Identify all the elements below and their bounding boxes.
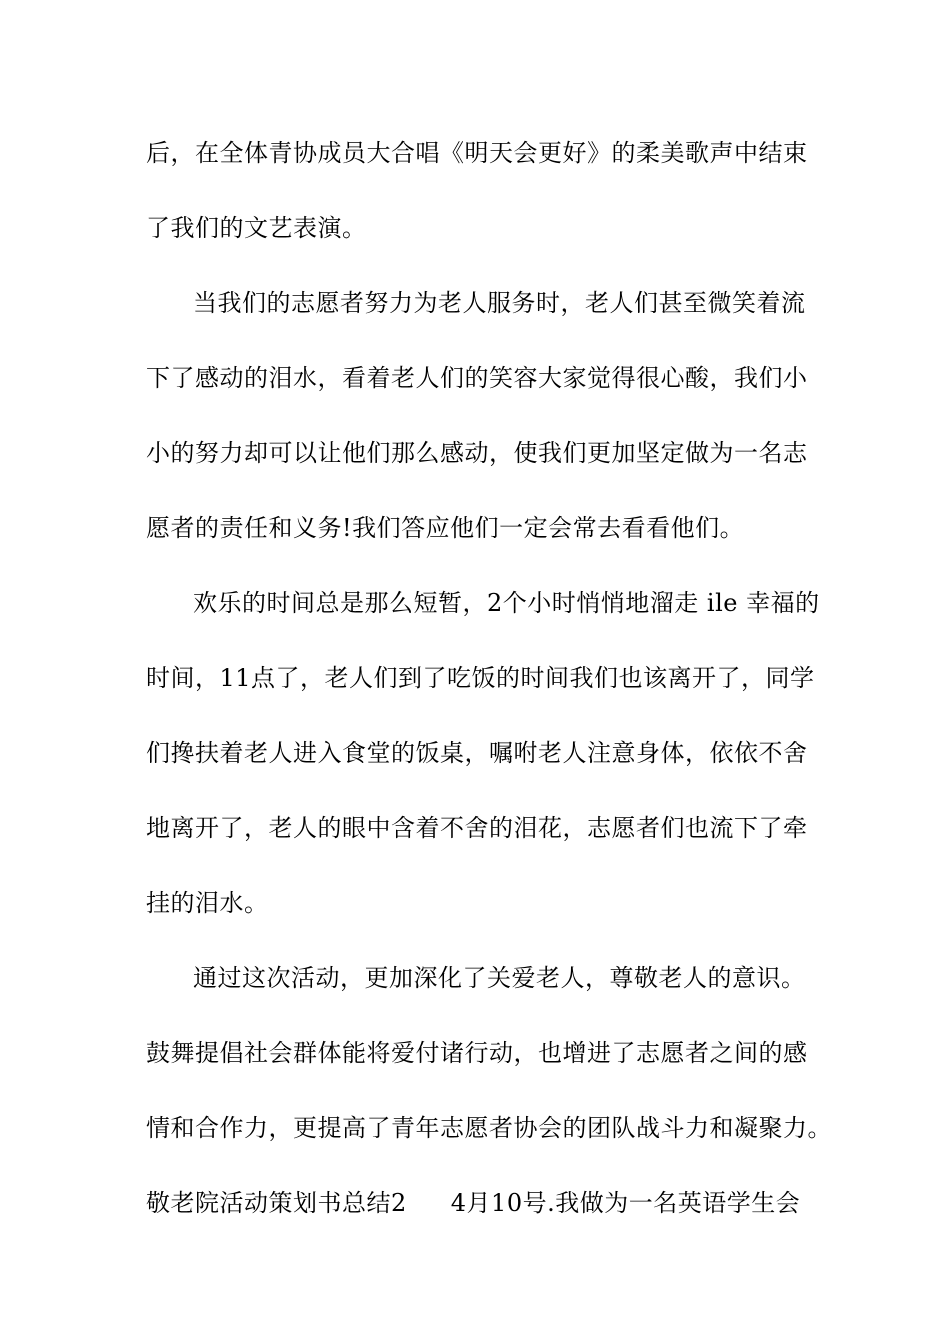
section-heading-line xyxy=(146,1183,826,1223)
paragraph-start-line: 当我们的志愿者努力为老人服务时，老人们甚至微笑着流 xyxy=(193,289,806,317)
text-line: 愿者的责任和义务!我们答应他们一定会常去看看他们。 xyxy=(146,514,745,542)
text-line: 情和合作力，更提高了青年志愿者协会的团队战斗力和凝聚力。 xyxy=(146,1114,832,1142)
text-line: 时间，11点了，老人们到了吃饭的时间我们也该离开了，同学 xyxy=(146,664,815,692)
text-line: 下了感动的泪水，看着老人们的笑容大家觉得很心酸，我们小 xyxy=(146,364,808,392)
paragraph-start-line: 通过这次活动，更加深化了关爱老人，尊敬老人的意识。 xyxy=(193,964,806,992)
text-line: 了我们的文艺表演。 xyxy=(146,214,367,242)
text-line: 们搀扶着老人进入食堂的饭桌，嘱咐老人注意身体，依依不舍 xyxy=(146,739,808,767)
text-line: 地离开了，老人的眼中含着不舍的泪花，志愿者们也流下了牵 xyxy=(146,814,808,842)
text-line: 后，在全体青协成员大合唱《明天会更好》的柔美歌声中结束 xyxy=(146,139,808,167)
text-line: 挂的泪水。 xyxy=(146,889,269,917)
text-line: 鼓舞提倡社会群体能将爱付诸行动，也增进了志愿者之间的感 xyxy=(146,1039,808,1067)
paragraph-start-line: 欢乐的时间总是那么短暂，2个小时悄悄地溜走 ile 幸福的 xyxy=(193,589,820,617)
section-body-start: 4月10号.我做为一名英语学生会 xyxy=(450,1189,801,1217)
text-line: 小的努力却可以让他们那么感动，使我们更加坚定做为一名志 xyxy=(146,439,808,467)
section-heading: 敬老院活动策划书总结2 xyxy=(146,1189,407,1217)
